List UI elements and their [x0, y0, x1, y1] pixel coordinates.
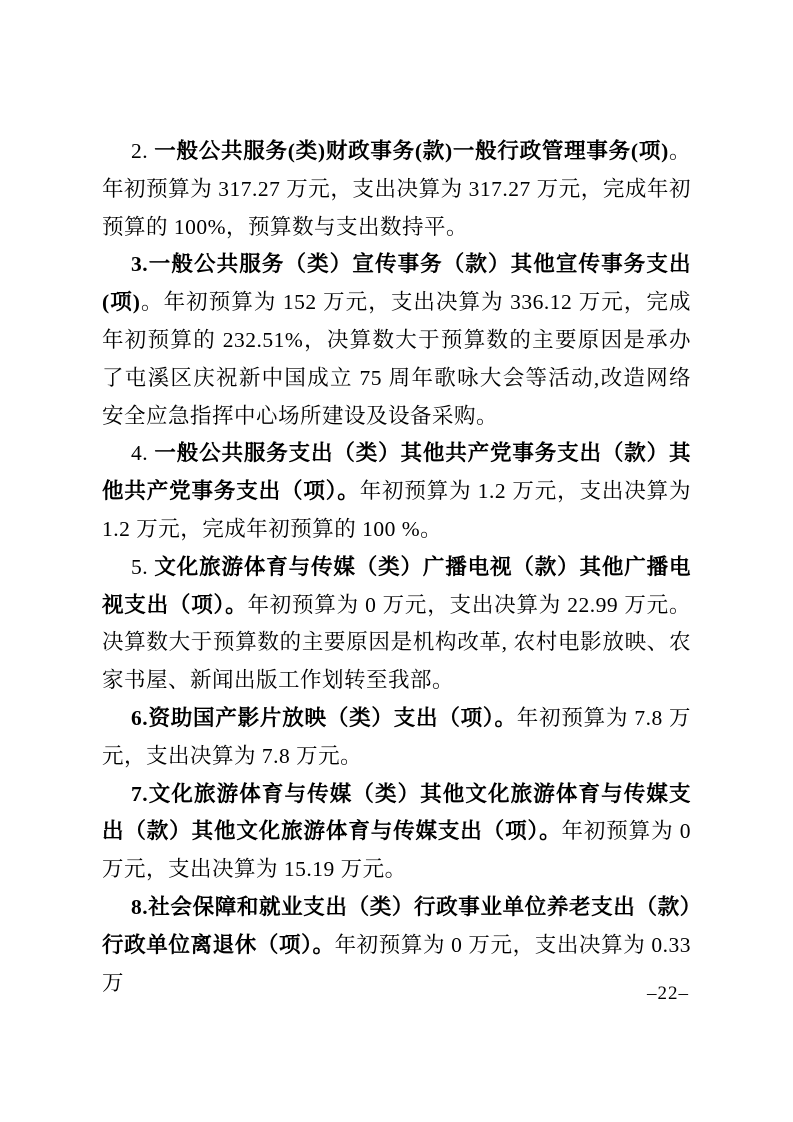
item-heading: 一般公共服务(类)财政事务(款)一般行政管理事务(项) [154, 139, 669, 163]
budget-item-paragraph-5 [102, 549, 691, 700]
item-heading: 6.资助国产影片放映（类）支出（项）。 [131, 705, 517, 730]
budget-item-paragraph-2 [102, 133, 691, 246]
budget-item-paragraph-7 [102, 776, 691, 889]
budget-item-paragraph-3 [102, 246, 691, 435]
budget-item-paragraph-8 [102, 889, 691, 1002]
document-body [102, 133, 691, 1002]
item-heading: 一般公共服务支出（类）其他共产党事务支出（款）其他共产党事务支出（项）。 [102, 441, 691, 504]
item-heading: 文化旅游体育与传媒（类）广播电视（款）其他广播电视支出（项）。 [102, 554, 691, 617]
item-number: 4. [131, 441, 155, 466]
item-number: 2. [131, 139, 155, 163]
item-heading: 8.社会保障和就业支出（类）行政事业单位养老支出（款）行政单位离退休（项）。 [102, 894, 691, 957]
item-body: 。年初预算为 152 万元，支出决算为 336.12 万元，完成年初预算的 232.51%，决算数大于预算数的主要原因是承办了屯溪区庆祝新中国成立 75 周年歌咏大会等活动,改造网络安全应急指挥中心场所建设及设备采购。 [102, 290, 691, 428]
page-number: –22– [647, 983, 689, 1004]
item-body: 年初预算为 0 万元，支出决算为 15.19 万元。 [102, 819, 691, 882]
budget-item-paragraph-6 [102, 700, 691, 776]
item-body: 年初预算为 1.2 万元，支出决算为 1.2 万元，完成年初预算的 100 %。 [102, 479, 691, 541]
item-heading: 7.文化旅游体育与传媒（类）其他文化旅游体育与传媒支出（款）其他文化旅游体育与传媒支出（项）。 [102, 781, 691, 844]
item-number: 5. [131, 554, 155, 579]
item-body: 年初预算为 0 万元，支出决算为 22.99 万元。决算数大于预算数的主要原因是机构改革, 农村电影放映、农家书屋、新闻出版工作划转至我部。 [102, 592, 691, 693]
item-heading: 3.一般公共服务（类）宣传事务（款）其他宣传事务支出(项) [102, 252, 691, 315]
page-footer [647, 982, 689, 1006]
item-body: 年初预算为 7.8 万元，支出决算为 7.8 万元。 [102, 705, 691, 768]
item-body: 年初预算为 0 万元，支出决算为 0.33 万 [102, 932, 691, 995]
item-body: 。年初预算为 317.27 万元，支出决算为 317.27 万元，完成年初预算的 100%，预算数与支出数持平。 [102, 139, 691, 239]
budget-item-paragraph-4 [102, 435, 691, 548]
